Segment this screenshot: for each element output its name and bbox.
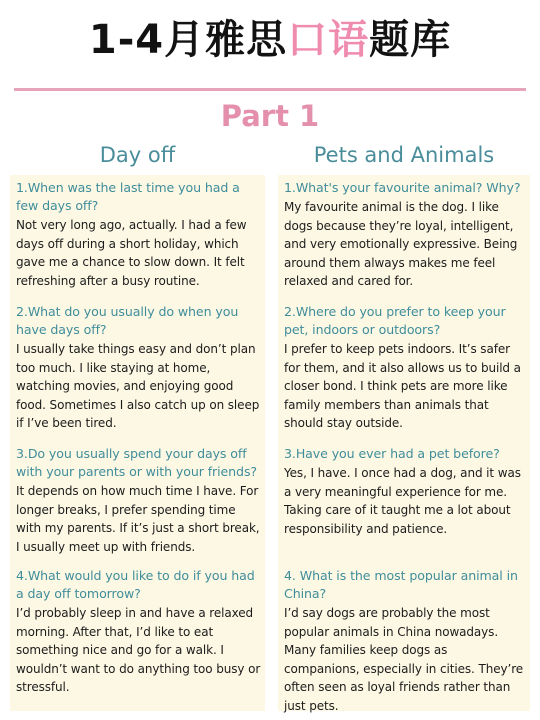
qa-item bbox=[16, 445, 261, 556]
qa-item bbox=[16, 179, 261, 290]
column-heading-day-off: Day off bbox=[99, 143, 176, 167]
question: 1.What's your favourite animal? Why? bbox=[284, 180, 521, 195]
question: 3.Do you usually spend your days off with your parents or with your friends? bbox=[16, 446, 257, 479]
title-divider bbox=[14, 88, 526, 91]
page-title bbox=[0, 14, 540, 66]
question: 2.What do you usually do when you have days off? bbox=[16, 304, 239, 337]
question: 4.What would you like to do if you had a day off tomorrow? bbox=[16, 568, 255, 601]
answer: My favourite animal is the dog. I like dogs because they’re loyal, intelligent, and very emotionally expressive. Being around them always makes me feel relaxed and cared for. bbox=[284, 200, 518, 288]
qa-item bbox=[284, 567, 526, 715]
qa-item bbox=[16, 303, 261, 433]
question: 3.Have you ever had a pet before? bbox=[284, 446, 500, 461]
qa-item bbox=[284, 179, 526, 291]
column-heading-pets: Pets and Animals bbox=[313, 143, 495, 167]
title-suffix: 题库 bbox=[369, 17, 452, 63]
qa-item bbox=[284, 303, 526, 433]
question: 1.When was the last time you had a few days off? bbox=[16, 180, 240, 213]
answer: I’d probably sleep in and have a relaxed morning. After that, I’d like to eat something nice and go for a walk. I wouldn’t want to do anything too busy or stressful. bbox=[16, 606, 261, 694]
part-heading: Part 1 bbox=[220, 99, 320, 133]
question: 4. What is the most popular animal in China? bbox=[284, 568, 518, 601]
answer: It depends on how much time I have. For longer breaks, I prefer spending time with my parents. If it’s just a short break, I usually meet up with friends. bbox=[16, 484, 260, 554]
answer: I’d say dogs are probably the most popular animals in China nowadays. Many families keep dogs as companions, especially in cities. They’re often seen as loyal friends rather than just pets. bbox=[284, 606, 524, 713]
answer: Yes, I have. I once had a dog, and it was a very meaningful experience for me. Taking care of it taught me a lot about responsibility and patience. bbox=[284, 466, 521, 536]
qa-item bbox=[284, 445, 526, 538]
answer: I usually take things easy and don’t plan too much. I like staying at home, watching movies, and enjoying good food. Sometimes I also catch up on sleep if I’ve been tired. bbox=[16, 342, 260, 430]
question: 2.Where do you prefer to keep your pet, indoors or outdoors? bbox=[284, 304, 506, 337]
qa-item bbox=[16, 567, 261, 697]
answer: I prefer to keep pets indoors. It’s safer for them, and it also allows us to build a closer bond. I think pets are more like family members than animals that should stay outside. bbox=[284, 342, 521, 430]
day-off-column bbox=[10, 175, 265, 711]
answer: Not very long ago, actually. I had a few days off during a short holiday, which gave me a chance to slow down. It felt refreshing after a busy routine. bbox=[16, 218, 247, 288]
title-prefix: 1-4月雅思 bbox=[88, 17, 288, 63]
title-accent: 口语 bbox=[287, 17, 370, 63]
pets-column bbox=[278, 175, 530, 711]
